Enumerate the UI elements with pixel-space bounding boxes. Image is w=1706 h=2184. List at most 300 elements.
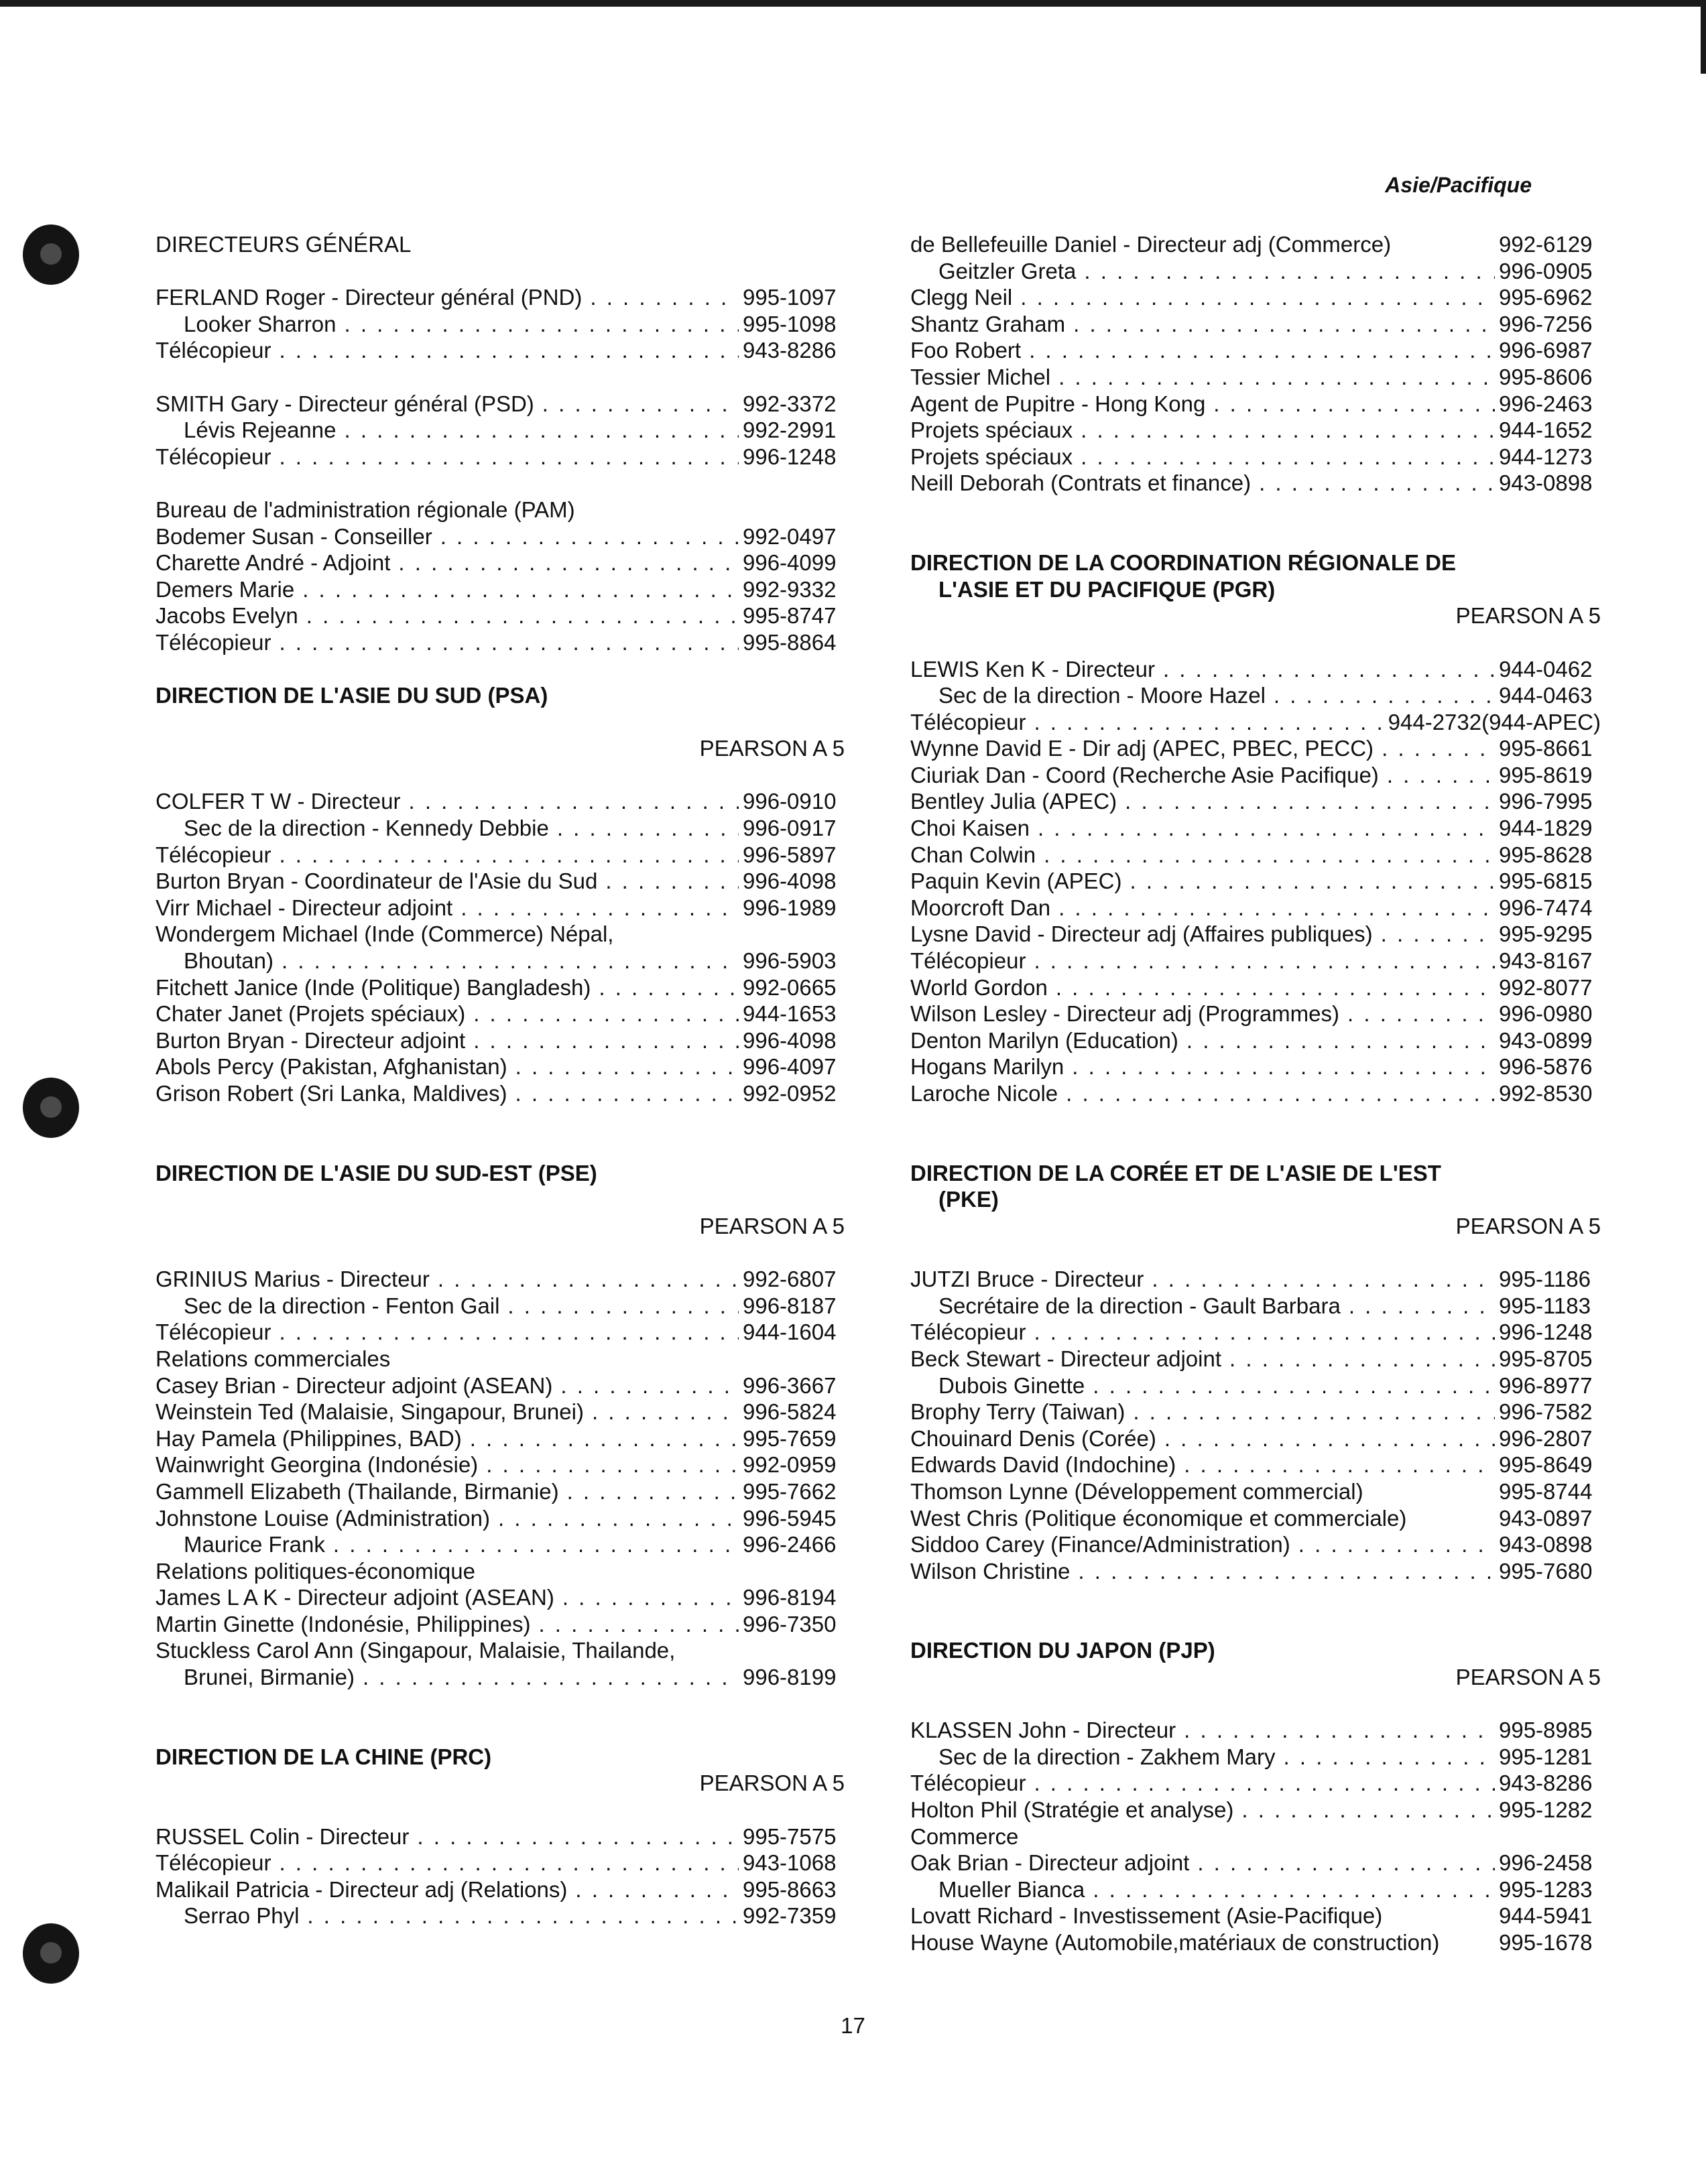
spacer	[156, 1717, 845, 1744]
directory-entry	[156, 417, 845, 444]
entry-name: Brophy Terry (Taiwan)	[910, 1399, 1125, 1425]
leader-dots	[1259, 470, 1495, 497]
leader-dots	[279, 337, 739, 364]
phone-number: 996-2463	[1499, 391, 1593, 416]
phone-number: 995-8747	[743, 603, 837, 629]
entry-name: Télécopieur	[910, 709, 1026, 734]
leader-dots	[1056, 974, 1495, 1001]
spacer	[156, 470, 845, 497]
leader-dots	[1349, 1293, 1495, 1320]
directory-entry	[156, 337, 845, 364]
entry-name: Hogans Marilyn	[910, 1054, 1064, 1080]
leader-dots	[1044, 842, 1495, 869]
phone-number: 943-0899	[1499, 1027, 1593, 1053]
entry-name: Choi Kaisen	[910, 816, 1030, 841]
phone-number: 996-7995	[1499, 789, 1593, 814]
entry-name: Télécopieur	[156, 629, 271, 655]
phone-number: 944-2732(944-APEC)	[1388, 709, 1601, 734]
entry-name: Martin Ginette (Indonésie, Philippines)	[156, 1611, 531, 1636]
entry-name: Edwards David (Indochine)	[910, 1452, 1176, 1478]
directory-entry	[910, 1531, 1601, 1558]
entry-name: Agent de Pupitre - Hong Kong	[910, 391, 1206, 416]
leader-dots	[438, 1266, 739, 1293]
leader-dots	[1213, 391, 1495, 417]
spacer	[910, 1691, 1601, 1718]
phone-number: 995-8606	[1499, 364, 1593, 389]
leader-dots	[344, 311, 739, 338]
directory-entry	[156, 602, 845, 629]
entry-name: Paquin Kevin (APEC)	[910, 869, 1122, 894]
directory-entry	[156, 1478, 845, 1505]
entry-name: Serrao Phyl	[184, 1903, 300, 1929]
leader-dots	[1164, 1425, 1495, 1452]
leader-dots	[1274, 682, 1495, 709]
entry-name: Thomson Lynne (Développement commercial)	[910, 1478, 1363, 1504]
entry-name: Bodemer Susan - Conseiller	[156, 523, 432, 549]
spacer	[156, 258, 845, 285]
leader-dots	[279, 1850, 739, 1876]
directory-entry	[910, 842, 1601, 869]
directory-entry	[910, 709, 1601, 736]
leader-dots	[1298, 1531, 1495, 1558]
directory-entry	[910, 1293, 1601, 1320]
leader-dots	[1152, 1266, 1495, 1293]
entry-name: RUSSEL Colin - Directeur	[156, 1823, 410, 1849]
entry-name: Gammell Elizabeth (Thailande, Birmanie)	[156, 1478, 559, 1504]
phone-number: 996-4098	[743, 1027, 837, 1053]
phone-number: 992-8077	[1499, 974, 1593, 1000]
phone-number: 996-7474	[1499, 895, 1593, 920]
entry-name: Looker Sharron	[184, 311, 337, 336]
entry-name: World Gordon	[910, 974, 1048, 1000]
leader-dots	[557, 815, 739, 842]
leader-dots	[1084, 258, 1495, 285]
entry-name: House Wayne (Automobile,matériaux de construction)	[910, 1930, 1440, 1955]
entry-name: Weinstein Ted (Malaisie, Singapour, Brunei)	[156, 1399, 584, 1425]
directory-entry	[910, 470, 1601, 497]
entry-name: Wynne David E - Dir adj (APEC, PBEC, PECC)	[910, 736, 1374, 761]
phone-number: 996-5824	[743, 1399, 837, 1425]
directory-entry	[910, 1319, 1601, 1346]
directory-entry	[910, 1797, 1601, 1823]
directory-entry	[156, 1850, 845, 1876]
entry-name: Charette André - Adjoint	[156, 550, 391, 576]
directory-entry	[156, 1505, 845, 1532]
leader-dots	[498, 1505, 739, 1532]
phone-number: 995-8628	[1499, 842, 1593, 867]
spacer	[156, 1186, 845, 1213]
phone-number: 995-8705	[1499, 1346, 1593, 1371]
directory-label	[156, 1558, 845, 1585]
directory-entry	[910, 682, 1601, 709]
entry-name: Télécopieur	[910, 1320, 1026, 1345]
directory-entry	[910, 974, 1601, 1001]
entry-name: Projets spéciaux	[910, 444, 1073, 469]
directory-entry	[910, 1850, 1601, 1876]
directory-entry	[910, 1558, 1601, 1585]
phone-number: 944-1829	[1499, 816, 1593, 841]
phone-number: 995-8864	[743, 629, 837, 655]
directory-entry	[910, 417, 1601, 444]
entry-name: Lysne David - Directeur adj (Affaires publiques)	[910, 921, 1373, 947]
leader-dots	[590, 284, 739, 311]
spacer	[910, 1107, 1601, 1134]
section-heading: DIRECTION DE LA COORDINATION RÉGIONALE DE	[910, 550, 1457, 576]
entry-name: Bhoutan)	[184, 948, 273, 974]
entry-name: Mueller Bianca	[938, 1876, 1085, 1902]
phone-number: 992-0952	[743, 1081, 837, 1106]
scan-right-border	[1701, 0, 1706, 74]
entry-name: Dubois Ginette	[938, 1372, 1085, 1398]
directory-entry	[156, 444, 845, 470]
directory-entry	[156, 1372, 845, 1399]
phone-number: 996-0905	[1499, 258, 1593, 283]
directory-entry	[156, 311, 845, 338]
entry-name: SMITH Gary - Directeur général (PSD)	[156, 391, 534, 416]
entry-name: Clegg Neil	[910, 285, 1013, 310]
phone-number: 996-0917	[743, 816, 837, 841]
directory-entry	[156, 788, 845, 815]
phone-number: 995-1282	[1499, 1797, 1593, 1823]
leader-dots	[333, 1531, 739, 1558]
leader-dots	[1034, 1319, 1495, 1346]
phone-number: 995-1183	[1499, 1293, 1591, 1318]
directory-label	[156, 1637, 845, 1664]
phone-number: 996-7256	[1499, 311, 1593, 336]
leader-dots	[1133, 1399, 1495, 1425]
leader-dots	[1081, 444, 1495, 470]
directory-entry	[910, 364, 1601, 391]
phone-number: 996-4099	[743, 550, 837, 576]
phone-number: 943-8167	[1499, 948, 1593, 974]
office-location: PEARSON A 5	[699, 1771, 845, 1796]
leader-dots	[398, 550, 739, 576]
phone-number: 943-8286	[743, 338, 837, 363]
directory-entry	[910, 948, 1601, 974]
entry-name: Oak Brian - Directeur adjoint	[910, 1850, 1190, 1876]
leader-dots	[486, 1452, 739, 1478]
leader-dots	[307, 1903, 739, 1929]
phone-number: 944-0462	[1499, 656, 1593, 682]
spacer	[910, 497, 1601, 523]
leader-dots	[1125, 788, 1495, 815]
leader-dots	[605, 868, 739, 895]
phone-number: 996-1248	[1499, 1320, 1593, 1345]
phone-number: 995-1098	[743, 311, 837, 336]
directory-entry	[910, 1478, 1601, 1505]
directory-entry	[910, 1080, 1601, 1107]
directory-entry	[156, 1293, 845, 1320]
leader-dots	[567, 1478, 739, 1505]
leader-dots	[279, 842, 739, 869]
phone-number: 996-1989	[743, 895, 837, 920]
entry-name: Holton Phil (Stratégie et analyse)	[910, 1797, 1234, 1823]
leader-dots	[279, 1319, 739, 1346]
entry-name: Johnstone Louise (Administration)	[156, 1505, 490, 1531]
entry-name: Chater Janet (Projets spéciaux)	[156, 1001, 466, 1027]
leader-dots	[363, 1664, 739, 1691]
directory-entry	[910, 868, 1601, 895]
entry-name: Brunei, Birmanie)	[184, 1665, 355, 1690]
phone-number: 996-5945	[743, 1505, 837, 1531]
phone-number: 943-1068	[743, 1850, 837, 1876]
entry-name: LEWIS Ken K - Directeur	[910, 656, 1155, 682]
directory-entry	[910, 895, 1601, 921]
entry-name: Beck Stewart - Directeur adjoint	[910, 1346, 1222, 1371]
entry-name: Virr Michael - Directeur adjoint	[156, 895, 453, 920]
phone-number: 995-6962	[1499, 285, 1593, 310]
directory-entry	[156, 842, 845, 869]
phone-number: 943-8286	[1499, 1771, 1593, 1796]
phone-number: 996-2466	[743, 1532, 837, 1557]
phone-number: 996-8194	[743, 1585, 837, 1610]
running-head: Asie/Pacifique	[1385, 173, 1532, 197]
leader-dots	[345, 417, 739, 444]
leader-dots	[1163, 656, 1495, 683]
phone-number: 995-7680	[1499, 1558, 1593, 1584]
entry-name: James L A K - Directeur adjoint (ASEAN)	[156, 1585, 554, 1610]
directory-entry	[910, 762, 1601, 789]
entry-name: Wilson Lesley - Directeur adj (Programmes)	[910, 1001, 1340, 1027]
directory-entry	[156, 1876, 845, 1903]
directory-entry	[910, 1346, 1601, 1372]
phone-number: 995-1283	[1499, 1876, 1593, 1902]
spacer	[156, 1240, 845, 1267]
directory-entry	[910, 656, 1601, 683]
entry-name: Sec de la direction - Fenton Gail	[184, 1293, 500, 1318]
leader-dots	[1387, 762, 1495, 789]
directory-entry	[156, 1319, 845, 1346]
directory-entry	[156, 1027, 845, 1054]
directory-entry	[156, 1001, 845, 1027]
directory-entry	[156, 629, 845, 656]
phone-number: 996-7582	[1499, 1399, 1593, 1425]
leader-dots	[440, 523, 739, 550]
leader-dots	[1093, 1372, 1495, 1399]
leader-dots	[562, 1584, 739, 1611]
leader-dots	[1093, 1876, 1495, 1903]
phone-number: 995-8744	[1499, 1478, 1593, 1504]
entry-name: JUTZI Bruce - Directeur	[910, 1267, 1144, 1292]
right-column	[910, 231, 1601, 1956]
entry-name: Télécopieur	[156, 1320, 271, 1345]
leader-dots	[1381, 921, 1495, 948]
leader-dots	[1038, 815, 1495, 842]
phone-number: 943-0898	[1499, 1532, 1593, 1557]
leader-dots	[282, 948, 739, 974]
directory-entry	[910, 1001, 1601, 1027]
leader-dots	[538, 1611, 739, 1638]
directory-entry	[156, 1823, 845, 1850]
directory-entry	[910, 311, 1601, 338]
entry-name: Relations commerciales	[156, 1346, 391, 1371]
spacer	[910, 629, 1601, 656]
directory-entry	[910, 1717, 1601, 1744]
directory-entry	[910, 815, 1601, 842]
directory-entry	[910, 1266, 1601, 1293]
entry-name: Malikail Patricia - Directeur adj (Relations)	[156, 1876, 568, 1902]
leader-dots	[592, 1399, 739, 1425]
directory-entry	[156, 523, 845, 550]
entry-name: KLASSEN John - Directeur	[910, 1718, 1176, 1743]
leader-dots	[473, 1001, 739, 1027]
leader-dots	[1034, 1770, 1495, 1797]
leader-dots	[515, 1080, 739, 1107]
office-location: PEARSON A 5	[1455, 1213, 1601, 1238]
entry-name: Relations politiques-économique	[156, 1558, 475, 1584]
phone-number: 996-3667	[743, 1372, 837, 1398]
entry-name: Neill Deborah (Contrats et finance)	[910, 470, 1252, 496]
section-heading: (PKE)	[938, 1187, 999, 1212]
entry-name: Télécopieur	[910, 948, 1026, 974]
directory-entry	[156, 1053, 845, 1080]
entry-name: COLFER T W - Directeur	[156, 789, 401, 814]
leader-dots	[1081, 417, 1495, 444]
entry-name: Foo Robert	[910, 338, 1022, 363]
phone-number: 996-4098	[743, 869, 837, 894]
directory-entry	[910, 1744, 1601, 1771]
phone-number: 996-5903	[743, 948, 837, 974]
spacer	[156, 709, 845, 736]
phone-number: 944-5941	[1499, 1903, 1593, 1929]
section-heading: L'ASIE ET DU PACIFIQUE (PGR)	[938, 576, 1276, 602]
directory-label	[156, 921, 845, 948]
directory-entry	[910, 1505, 1601, 1532]
scan-top-border	[0, 0, 1706, 7]
leader-dots	[1034, 709, 1388, 736]
phone-number: 996-8199	[743, 1665, 837, 1690]
phone-number: 996-5897	[743, 842, 837, 867]
leader-dots	[279, 629, 739, 656]
section-heading: DIRECTION DE L'ASIE DU SUD (PSA)	[156, 683, 548, 708]
left-column	[156, 231, 845, 1929]
section-heading: DIRECTION DE LA CHINE (PRC)	[156, 1744, 492, 1769]
spacer	[156, 364, 845, 391]
directory-entry	[910, 1770, 1601, 1797]
entry-name: Hay Pamela (Philippines, BAD)	[156, 1425, 462, 1451]
directory-entry	[910, 1452, 1601, 1478]
leader-dots	[306, 602, 739, 629]
phone-number: 992-6129	[1499, 232, 1593, 257]
entry-name: Stuckless Carol Ann (Singapour, Malaisie, Thailande,	[156, 1638, 676, 1663]
phone-number: 996-8187	[743, 1293, 837, 1318]
spacer	[910, 1240, 1601, 1267]
phone-number: 996-2458	[1499, 1850, 1593, 1876]
directory-entry	[156, 1425, 845, 1452]
entry-name: Lovatt Richard - Investissement (Asie-Pacifique)	[910, 1903, 1383, 1929]
entry-name: Burton Bryan - Coordinateur de l'Asie du Sud	[156, 869, 598, 894]
directory-label	[156, 497, 845, 523]
phone-number: 992-6807	[743, 1267, 837, 1292]
directory-entry	[156, 1452, 845, 1478]
leader-dots	[542, 391, 739, 417]
entry-name: Télécopieur	[156, 842, 271, 867]
directory-entry	[156, 1080, 845, 1107]
phone-number: 992-0959	[743, 1452, 837, 1478]
directory-entry	[156, 1399, 845, 1425]
directory-entry	[156, 868, 845, 895]
directory-entry	[156, 1584, 845, 1611]
phone-number: 996-1248	[743, 444, 837, 469]
leader-dots	[417, 1823, 739, 1850]
section-heading: DIRECTION DE L'ASIE DU SUD-EST (PSE)	[156, 1160, 597, 1185]
phone-number: 944-0463	[1499, 683, 1593, 708]
phone-number: 995-9295	[1499, 921, 1593, 947]
phone-number: 995-1678	[1499, 1930, 1593, 1955]
section-heading: DIRECTION DE LA CORÉE ET DE L'ASIE DE L'EST	[910, 1160, 1441, 1185]
office-location: PEARSON A 5	[699, 1213, 845, 1238]
directory-entry	[156, 391, 845, 417]
directory-entry	[156, 576, 845, 603]
leader-dots	[1382, 735, 1495, 762]
entry-name: Jacobs Evelyn	[156, 603, 298, 629]
directory-entry	[156, 815, 845, 842]
directory-entry	[910, 1027, 1601, 1054]
phone-number: 996-4097	[743, 1054, 837, 1080]
leader-dots	[279, 444, 739, 470]
entry-name: Télécopieur	[156, 444, 271, 469]
directory-entry	[156, 1903, 845, 1929]
directory-entry	[910, 231, 1601, 258]
leader-dots	[1034, 948, 1495, 974]
phone-number: 996-7350	[743, 1611, 837, 1636]
leader-dots	[1184, 1717, 1495, 1744]
entry-name: Siddoo Carey (Finance/Administration)	[910, 1532, 1290, 1557]
entry-name: Denton Marilyn (Education)	[910, 1027, 1178, 1053]
entry-name: Télécopieur	[156, 1850, 271, 1876]
entry-name: Wilson Christine	[910, 1558, 1071, 1584]
spacer	[156, 656, 845, 683]
phone-number: 992-0665	[743, 974, 837, 1000]
entry-name: Commerce	[910, 1823, 1019, 1849]
phone-number: 995-7662	[743, 1478, 837, 1504]
entry-name: Wainwright Georgina (Indonésie)	[156, 1452, 479, 1478]
spacer	[910, 1611, 1601, 1638]
leader-dots	[409, 788, 739, 815]
directory-entry	[910, 1372, 1601, 1399]
entry-name: Lévis Rejeanne	[184, 417, 337, 443]
phone-number: 996-2807	[1499, 1425, 1593, 1451]
leader-dots	[515, 1053, 739, 1080]
leader-dots	[1058, 364, 1495, 391]
leader-dots	[473, 1027, 739, 1054]
directory-entry	[156, 948, 845, 974]
entry-name: Sec de la direction - Kennedy Debbie	[184, 816, 549, 841]
directory-entry	[156, 1664, 845, 1691]
directory-entry	[910, 1929, 1601, 1956]
entry-name: West Chris (Politique économique et commerciale)	[910, 1505, 1407, 1531]
phone-number: 995-7659	[743, 1425, 837, 1451]
leader-dots	[507, 1293, 739, 1320]
entry-name: GRINIUS Marius - Directeur	[156, 1267, 430, 1292]
directory-entry	[156, 1531, 845, 1558]
directory-entry	[910, 788, 1601, 815]
binder-hole-icon	[23, 1923, 79, 1984]
directory-entry	[910, 391, 1601, 417]
phone-number: 992-2991	[743, 417, 837, 443]
entry-name: Ciuriak Dan - Coord (Recherche Asie Pacifique)	[910, 762, 1379, 787]
binder-hole-icon	[23, 1078, 79, 1138]
directory-entry	[910, 921, 1601, 948]
directory-entry	[910, 337, 1601, 364]
phone-number: 995-8985	[1499, 1718, 1593, 1743]
phone-number: 995-1281	[1499, 1744, 1593, 1769]
entry-name: Shantz Graham	[910, 311, 1066, 336]
entry-name: Sec de la direction - Moore Hazel	[938, 683, 1266, 708]
directory-entry	[910, 735, 1601, 762]
phone-number: 944-1653	[743, 1001, 837, 1027]
phone-number: 992-8530	[1499, 1081, 1593, 1106]
